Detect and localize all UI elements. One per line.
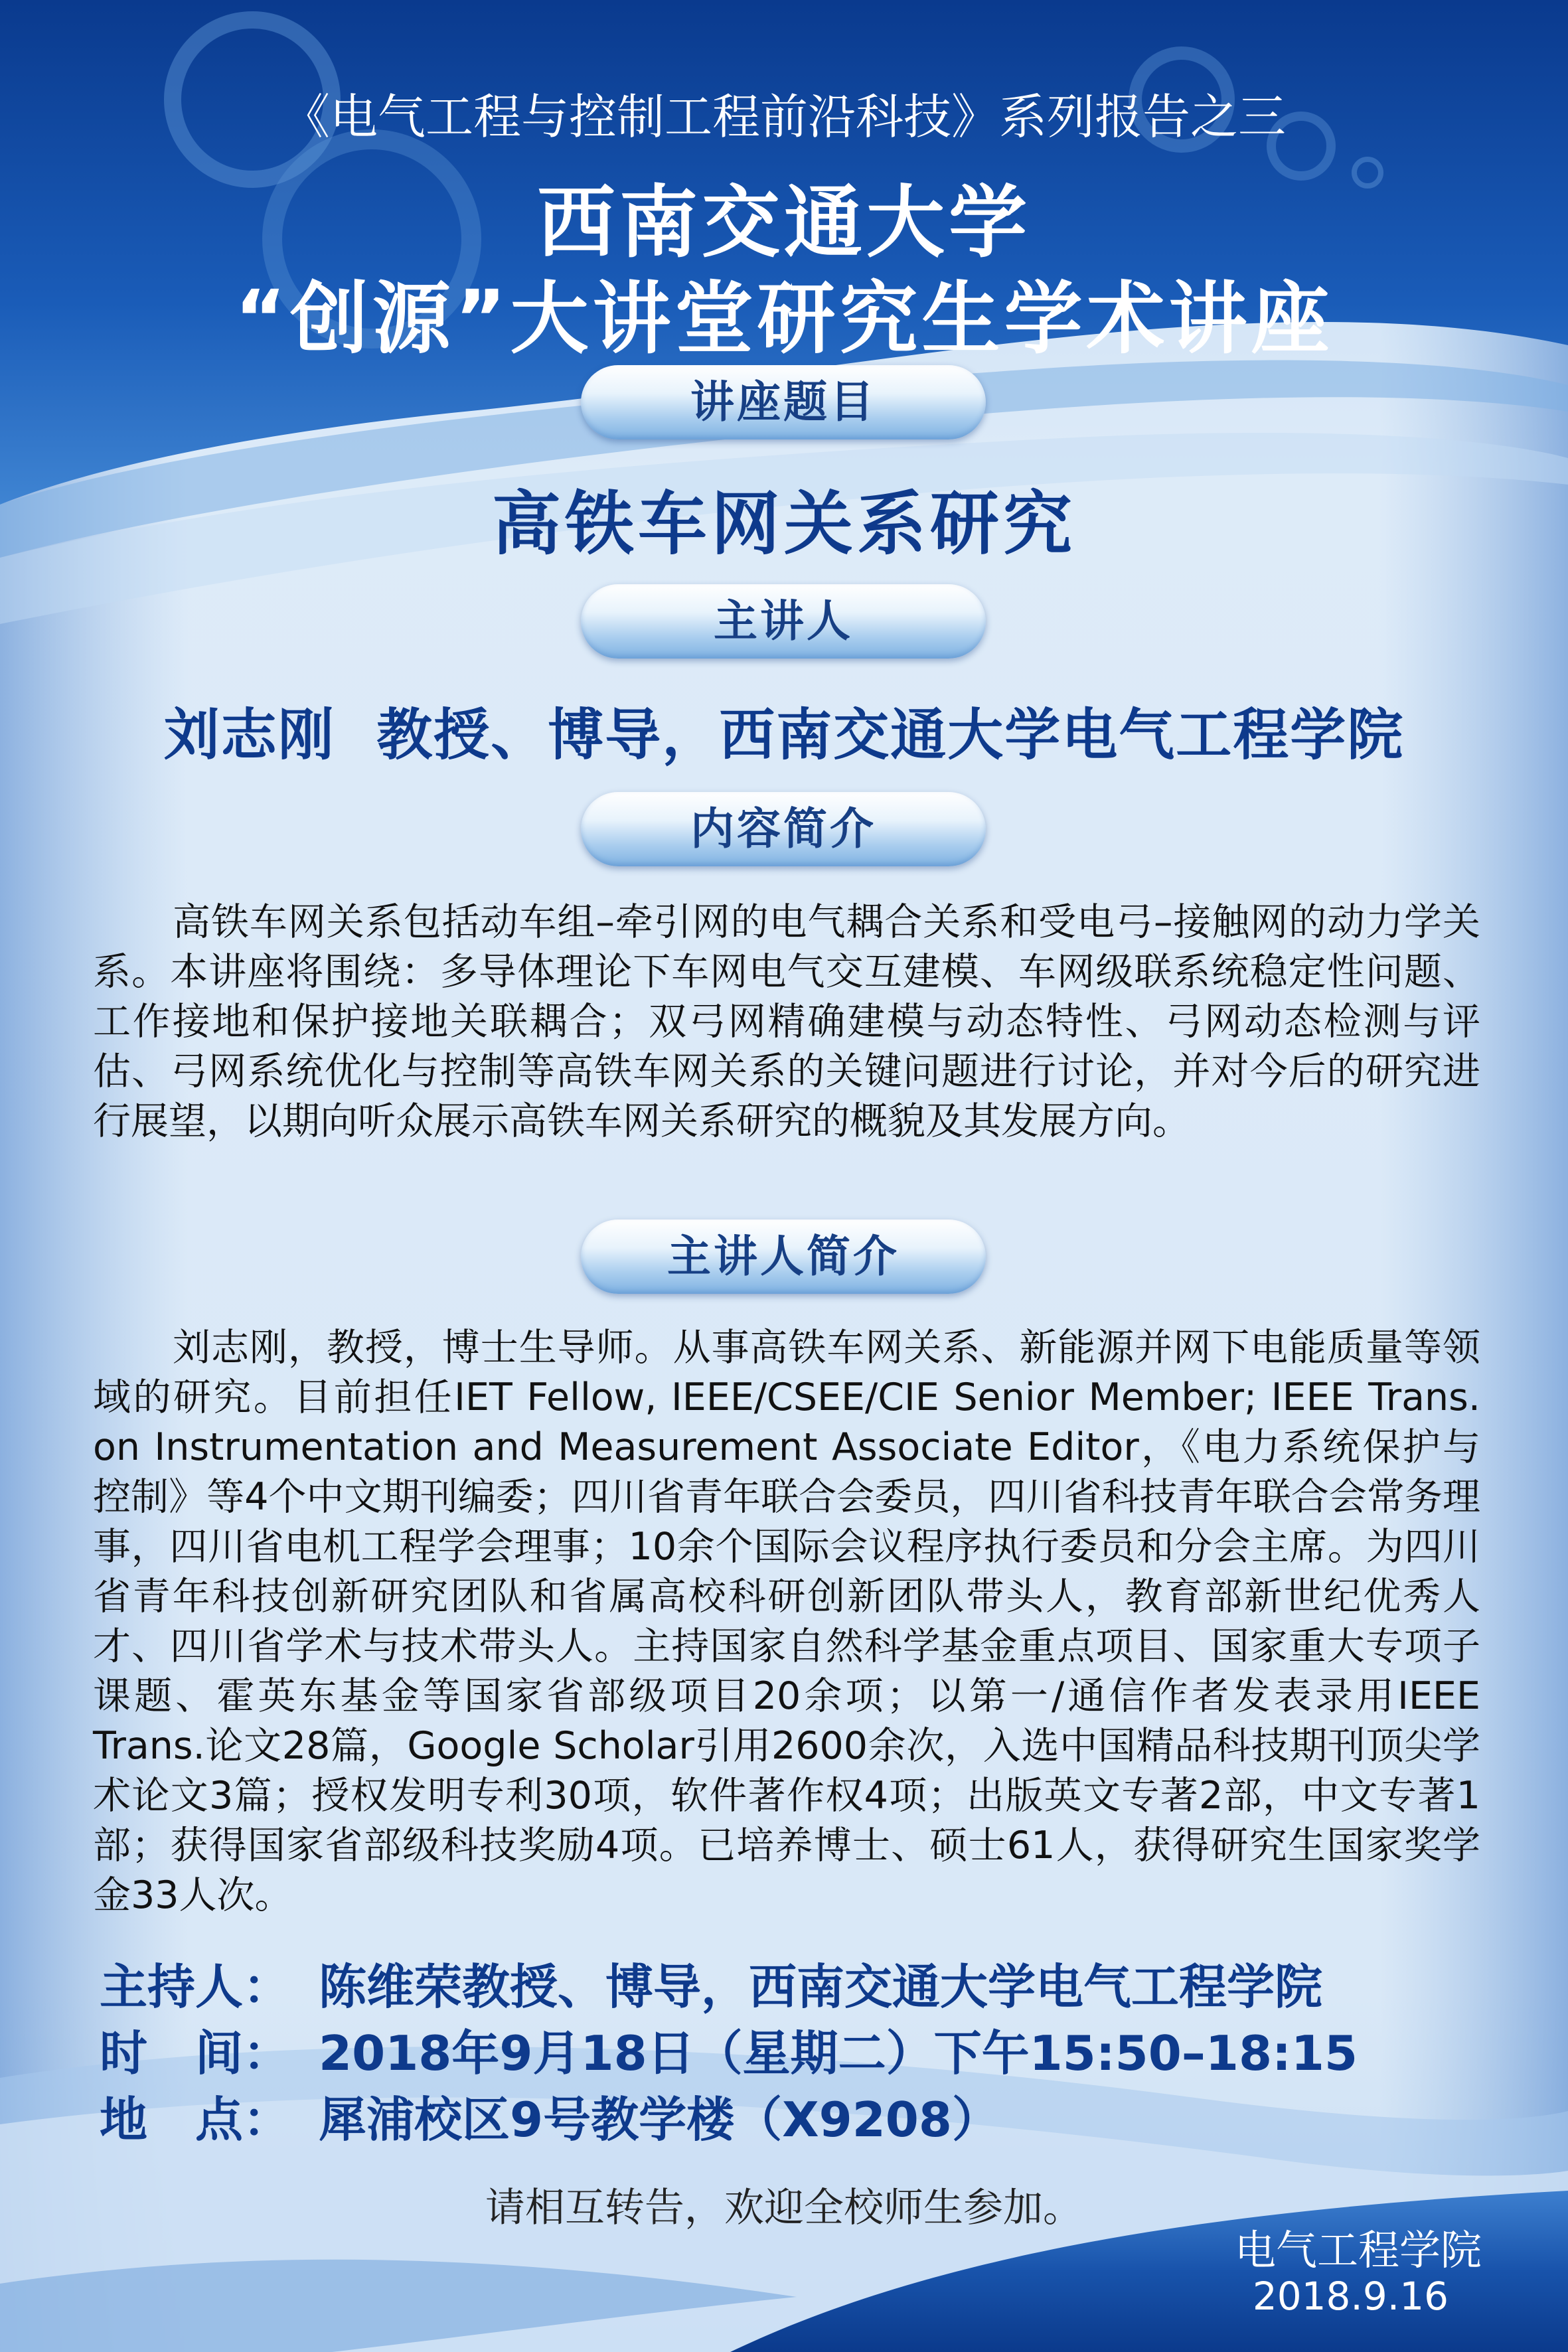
speaker-bio: 刘志刚，教授，博士生导师。从事高铁车网关系、新能源并网下电能质量等领域的研究。目前担任IET Fellow, IEEE/CSEE/CIE Senior Member; IEEE Trans. on Instrumentation and Measurement Associate Editor，《电力系统保护与控制》等4个中文期刊编委；四川省青年联合会委员，四川省科技青年联合会常务理事，四川省电机工程学会理事；10余个国际会议程序执行委员和分会主席。为四川省青年科技创新研究团队和省属高校科研创新团队带头人，教育部新世纪优秀人才、四川省学术与技术带头人。主持国家自然科学基金重点项目、国家重大专项子课题、霍英东基金等国家省部级项目20余项；以第一/通信作者发表录用IEEE Trans.论文28篇，Google Scholar引用2600余次，入选中国精品科技期刊顶尖学术论文3篇；授权发明专利30项，软件著作权4项；出版英文专著2部，中文专著1部；获得国家省部级科技奖励4项。已培养博士、硕士61人，获得研究生国家奖学金33人次。 — [93, 1326, 1480, 1917]
lecture-series-title: “创源”大讲堂研究生学术讲座 — [234, 273, 1334, 364]
content-label-badge: 内容简介 — [581, 792, 986, 866]
bio-label-badge: 主讲人简介 — [581, 1219, 986, 1294]
host-value: 陈维荣教授、博导，西南交通大学电气工程学院 — [319, 1959, 1323, 2015]
speaker-label-badge: 主讲人 — [581, 584, 986, 659]
content-summary: 高铁车网关系包括动车组–牵引网的电气耦合关系和受电弓–接触网的动力学关系。本讲座将围绕：多导体理论下车网电气交互建模、车网级联系统稳定性问题、工作接地和保护接地关联耦合；双弓网精确建模与动态特性、弓网动态检测与评估、弓网系统优化与控制等高铁车网关系的关键问题进行讨论，并对今后的研究进行展望，以期向听众展示高铁车网关系研究的概貌及其发展方向。 — [93, 900, 1480, 1143]
speaker-name: 刘志刚 教授、博导，西南交通大学电气工程学院 — [163, 702, 1405, 767]
host-line — [100, 1948, 1322, 2017]
topic-label-badge: 讲座题目 — [581, 365, 986, 439]
time-line — [100, 2015, 1358, 2084]
organizer-name: 电气工程学院 — [1234, 2226, 1482, 2274]
lecture-topic: 高铁车网关系研究 — [491, 483, 1076, 564]
time-label: 时 间： — [100, 2025, 291, 2081]
place-value: 犀浦校区9号教学楼（X9208） — [319, 2092, 1000, 2148]
time-value: 2018年9月18日（星期二）下午15:50–18:15 — [319, 2025, 1358, 2081]
university-name: 西南交通大学 — [536, 177, 1031, 268]
place-line — [100, 2081, 1000, 2150]
invitation-text: 请相互转告，欢迎全校师生参加。 — [485, 2185, 1083, 2231]
series-title: 《电气工程与控制工程前沿科技》系列报告之三 — [281, 89, 1286, 145]
host-label: 主持人： — [100, 1959, 291, 2015]
issue-date: 2018.9.16 — [1252, 2274, 1449, 2319]
place-label: 地 点： — [100, 2092, 291, 2148]
